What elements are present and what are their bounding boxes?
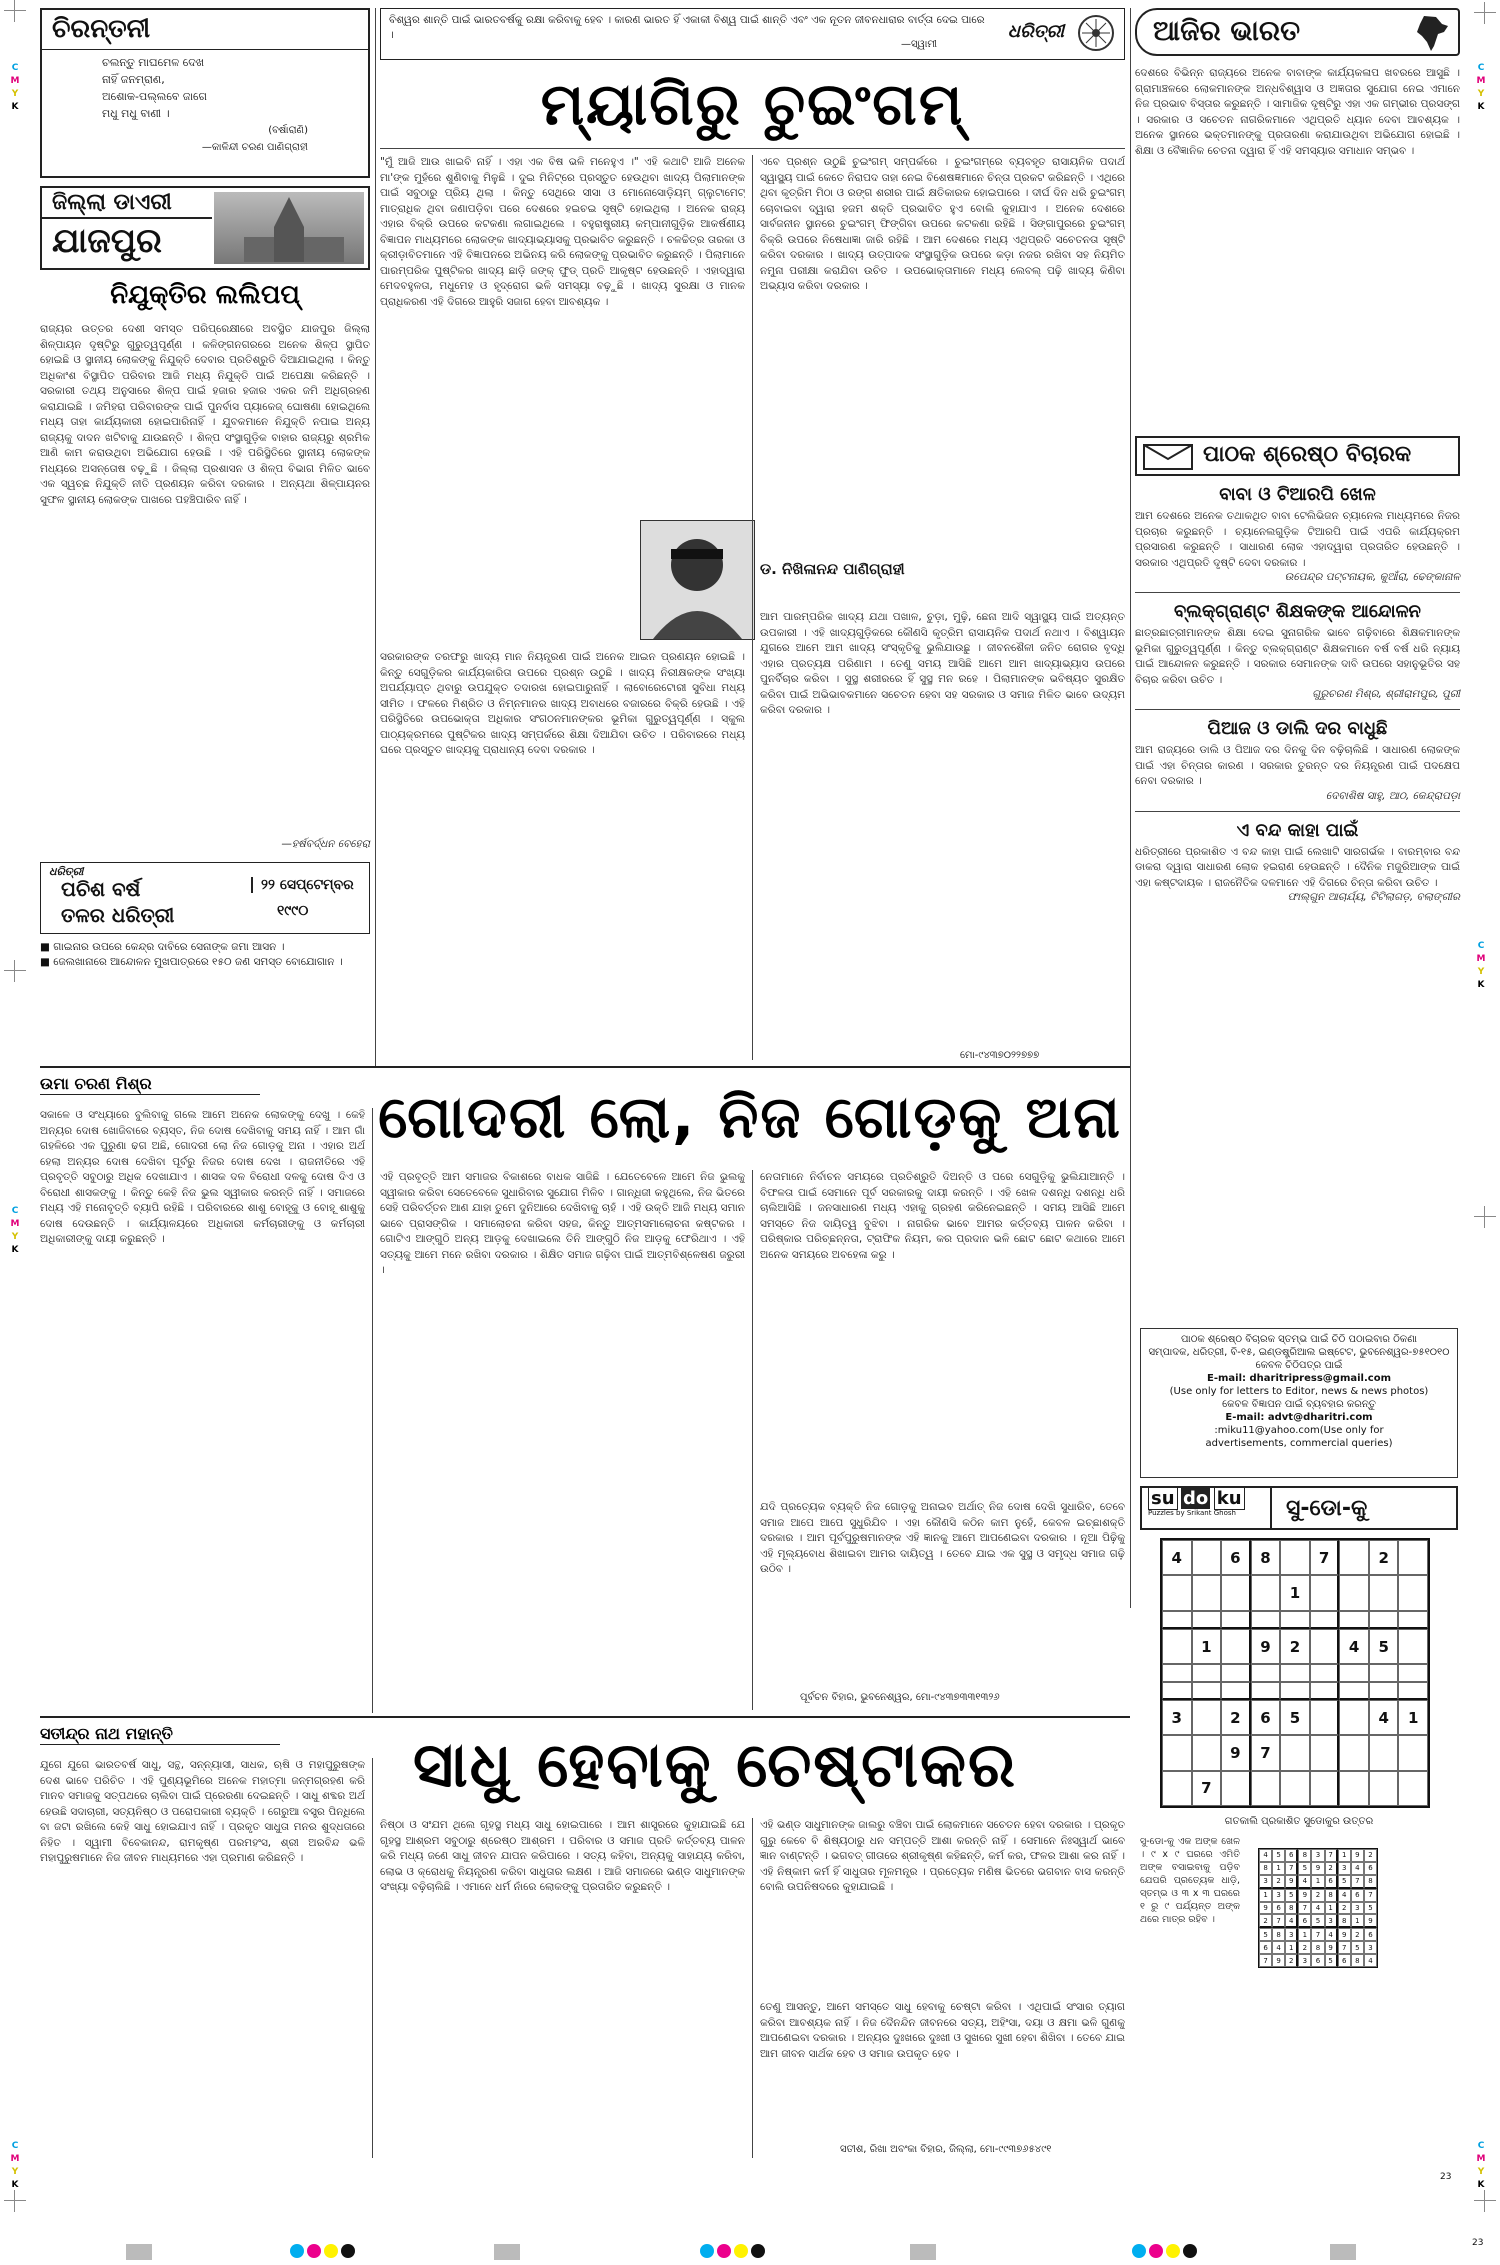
color-dots [290, 2244, 355, 2258]
answer-cell: 4 [1311, 1902, 1324, 1915]
answer-cell: 4 [1338, 1889, 1351, 1902]
sudoku-cell[interactable] [1162, 1629, 1192, 1664]
author-name-1: ଡ. ନିଖିଳାନନ୍ଦ ପାଣିଗ୍ରାହୀ [760, 560, 905, 578]
sudoku-cell[interactable] [1162, 1664, 1192, 1681]
sudoku-cell[interactable] [1192, 1664, 1222, 1681]
sudoku-cell[interactable] [1369, 1771, 1399, 1806]
answer-cell: 2 [1285, 1954, 1298, 1967]
answer-cell: 2 [1272, 1875, 1285, 1889]
letter-body: ଧରିତ୍ରୀରେ ପ୍ରକାଶିତ ଏ ବନ୍ଦ କାହା ପାଇଁ ଲେଖାଟି ସାରଗର୍ଭକ । ବାରମ୍ବାର ବନ୍ଦ ଡାକରା ଦ୍ୱାରା ସାଧାରଣ ଲୋକ ହଇରାଣ ହେଉଛନ୍ତି । ଦୈନିକ ମଜୁରିଆଙ୍କ ପାଇଁ ଏହା କଷ୍ଟଦାୟକ । ରାଜନୈତିକ ଦଳମାନେ ଏହି ଦିଗରେ ଚିନ୍ତା କରିବା ଉଚିତ । [1135, 845, 1460, 889]
column-divider [1130, 8, 1131, 1608]
grey-bar [494, 2244, 520, 2260]
sudoku-cell[interactable]: 9 [1251, 1629, 1281, 1664]
cmyk-mark: C M Y K [1476, 941, 1486, 990]
contact-address: ସମ୍ପାଦକ, ଧରିତ୍ରୀ, ବି-୧୫, ଇଣ୍ଡଷ୍ଟ୍ରିଆଲ ଇଷ୍ଟେଟ, ଭୁବନେଶ୍ୱର-୭୫୧୦୧୦ [1148, 1347, 1450, 1358]
sudoku-cell[interactable] [1369, 1682, 1399, 1700]
answer-cell: 6 [1351, 1889, 1364, 1902]
sudoku-cell[interactable]: 5 [1280, 1700, 1310, 1735]
cmyk-mark: C M Y K [10, 2141, 20, 2190]
jilla-diary-label: ଜିଲ୍ଲା ଡାଏରୀ [42, 188, 212, 219]
sudoku-cell[interactable] [1369, 1575, 1399, 1610]
answer-cell: 2 [1364, 1849, 1377, 1862]
quote-attribution: —ସ୍ୱାମୀ [901, 39, 938, 50]
divider [40, 1716, 1130, 1718]
answer-cell: 5 [1364, 1902, 1377, 1915]
headline-1: ମ୍ୟାଗିରୁ ଚୁଇଂଗମ୍ [540, 70, 965, 138]
sudoku-cell[interactable] [1310, 1700, 1340, 1735]
sudoku-cell[interactable] [1398, 1629, 1428, 1664]
page-number: 23 [1472, 2238, 1484, 2248]
grey-bar [910, 2244, 936, 2260]
chirantani-heading: ଚିରନ୍ତନୀ [42, 10, 368, 50]
bullet-icon: ■ [40, 941, 54, 953]
sudoku-cell[interactable] [1192, 1540, 1222, 1575]
sudoku-cell[interactable] [1162, 1771, 1192, 1806]
sudoku-cell[interactable] [1221, 1611, 1251, 1629]
contact-email-3-note: advertisements, commercial queries) [1205, 1438, 1393, 1449]
sudoku-cell[interactable]: 7 [1310, 1540, 1340, 1575]
answer-cell: 8 [1325, 1889, 1338, 1902]
sudoku-rules: ସୁ-ଡୋ-କୁ ଏକ ଅଙ୍କ ଖେଳ । ୯ x ୯ ଘରରେ ଏମିତି ଅଙ୍କ ବସାଇବାକୁ ପଡ଼ିବ ଯେପରି ପ୍ରତ୍ୟେକ ଧାଡ଼ି, ସ୍ତମ୍ଭ ଓ ୩ x ୩ ଘରରେ ୧ ରୁ ୯ ପର୍ଯ୍ୟନ୍ତ ଅଙ୍କ ଥରେ ମାତ୍ର ରହିବ । [1140, 1836, 1240, 1925]
sudoku-brand [1142, 1488, 1272, 1528]
contact-email-1: E-mail: dharitripress@gmail.com [1207, 1373, 1391, 1384]
article-1-col-4: ଆମ ପାରମ୍ପରିକ ଖାଦ୍ୟ ଯଥା ପଖାଳ, ଚୁଡ଼ା, ମୁଢ଼ି, ଛେନା ଆଦି ସ୍ୱାସ୍ଥ୍ୟ ପାଇଁ ଅତ୍ୟନ୍ତ ଉପକାରୀ । ଏହି ଖାଦ୍ୟଗୁଡ଼ିକରେ କୌଣସି କୃତ୍ରିମ ରାସାୟନିକ ପଦାର୍ଥ ନଥାଏ । ବିଶ୍ୱାୟନ ଯୁଗରେ ଆମେ ଆମ ଖାଦ୍ୟ ସଂସ୍କୃତିକୁ ଭୁଲିଯାଉଛୁ । ଜୀବନଶୈଳୀ ଜନିତ ରୋଗର ବୃଦ୍ଧି ଏହାର ପ୍ରତ୍ୟକ୍ଷ ପରିଣାମ । ତେଣୁ ସମୟ ଆସିଛି ଆମେ ଆମ ଖାଦ୍ୟାଭ୍ୟାସ ଉପରେ ପୁନର୍ବିଚାର କରିବା । ସୁସ୍ଥ ଶରୀରରେ ହିଁ ସୁସ୍ଥ ମନ ରହେ । ପିଲାମାନଙ୍କ ଭବିଷ୍ୟତ ସୁରକ୍ଷିତ କରିବା ପାଇଁ ଅଭିଭାବକମାନେ ସଚେତନ ହେବା ସହ ସରକାର ଓ ସମାଜ ମିଳିତ ଭାବେ ଉଦ୍ୟମ କରିବା ଦରକାର । [760, 611, 1125, 716]
answer-cell: 6 [1272, 1902, 1285, 1915]
answer-cell: 3 [1351, 1902, 1364, 1915]
contact-email-1-note: (Use only for letters to Editor, news & news photos) [1169, 1386, 1429, 1397]
answer-cell: 6 [1364, 1928, 1377, 1941]
letter-author: ଗୁରୁଚରଣ ମିଶ୍ର, ଶ୍ରୀରାମପୁର, ପୁରୀ [1312, 688, 1460, 700]
answer-cell: 2 [1311, 1889, 1324, 1902]
answer-cell: 3 [1364, 1941, 1377, 1954]
sudoku-cell[interactable]: 4 [1162, 1540, 1192, 1575]
sudoku-cell[interactable]: 8 [1251, 1540, 1281, 1575]
sudoku-cell[interactable]: 1 [1280, 1575, 1310, 1610]
answer-cell: 1 [1285, 1941, 1298, 1954]
sudoku-cell[interactable] [1280, 1611, 1310, 1629]
answer-cell: 5 [1311, 1914, 1324, 1928]
answer-cell: 6 [1285, 1849, 1298, 1862]
sudoku-brand-a: su [1148, 1487, 1178, 1510]
sudoku-cell[interactable] [1221, 1682, 1251, 1700]
crosshair-mark [1474, 2, 1496, 24]
district-name: ଯାଜପୁର [52, 221, 162, 261]
contact-box [1140, 1328, 1458, 1478]
answer-cell: 8 [1351, 1954, 1364, 1967]
answer-cell: 5 [1285, 1889, 1298, 1902]
letters-list [1135, 484, 1460, 912]
article-3-col-3: ଏହି ଭଣ୍ଡ ସାଧୁମାନଙ୍କ ଜାଲରୁ ବଞ୍ଚିବା ପାଇଁ ଲୋକମାନେ ସଚେତନ ହେବା ଦରକାର । ପ୍ରକୃତ ଗୁରୁ କେବେ ବି ଶିଷ୍ୟଠାରୁ ଧନ ସମ୍ପତ୍ତି ଆଶା କରନ୍ତି ନାହିଁ । ସେମାନେ ନିଃସ୍ୱାର୍ଥ ଭାବେ ଜ୍ଞାନ ବାଣ୍ଟନ୍ତି । ଭଗବତ୍ ଗୀତାରେ ଶ୍ରୀକୃଷ୍ଣ କହିଛନ୍ତି, କର୍ମ କର, ଫଳର ଆଶା କର ନାହିଁ । ଏହି ନିଷ୍କାମ କର୍ମ ହିଁ ସାଧୁତାର ମୂଳମନ୍ତ୍ର । ପ୍ରତ୍ୟେକ ମଣିଷ ଭିତରେ ଭଗବାନ ବାସ କରନ୍ତି ବୋଲି ଉପନିଷଦରେ କୁହାଯାଇଛି । [760, 1819, 1125, 1893]
answer-cell: 1 [1259, 1889, 1272, 1902]
column-divider [752, 1170, 753, 1710]
sudoku-cell[interactable] [1398, 1682, 1428, 1700]
ajira-bharat-header [1135, 8, 1460, 56]
answer-cell: 4 [1285, 1914, 1298, 1928]
sudoku-header [1140, 1486, 1458, 1530]
sudoku-cell[interactable] [1398, 1771, 1428, 1806]
answer-cell: 3 [1338, 1862, 1351, 1875]
crosshair-mark [4, 0, 26, 22]
letter-item [1135, 718, 1460, 803]
answer-cell: 9 [1259, 1902, 1272, 1915]
flashback-items [40, 940, 370, 970]
sudoku-grid[interactable] [1160, 1538, 1430, 1808]
flashback-date-day: ୨୨ ସେପ୍ଟେମ୍ବର [251, 877, 354, 893]
answer-cell: 2 [1259, 1914, 1272, 1928]
sudoku-cell[interactable] [1280, 1682, 1310, 1700]
answer-cell: 7 [1285, 1862, 1298, 1875]
sudoku-cell[interactable] [1369, 1664, 1399, 1681]
letter-body: ଛାତ୍ରଛାତ୍ରୀମାନଙ୍କ ଶିକ୍ଷା ଦେଇ ସୁନାଗରିକ ଭାବେ ଗଢ଼ିବାରେ ଶିକ୍ଷକମାନଙ୍କ ଭୂମିକା ଗୁରୁତ୍ୱପୂର୍ଣ୍ଣ । କିନ୍ତୁ ବ୍ଲକ୍‌ଗ୍ରାଣ୍ଟ ଶିକ୍ଷକମାନେ ବର୍ଷ ବର୍ଷ ଧରି ନ୍ୟାୟ ପାଇଁ ଆନ୍ଦୋଳନ କରୁଛନ୍ତି । ସରକାର ସେମାନଙ୍କ ଦାବି ଉପରେ ସହାନୁଭୂତିର ସହ ବିଚାର କରିବା ଉଚିତ । [1135, 627, 1460, 686]
sudoku-cell[interactable] [1221, 1664, 1251, 1681]
answer-cell: 9 [1272, 1954, 1285, 1967]
sudoku-cell[interactable] [1339, 1664, 1369, 1681]
article-2-col-3: ନେତାମାନେ ନିର୍ବାଚନ ସମୟରେ ପ୍ରତିଶ୍ରୁତି ଦିଅନ୍ତି ଓ ପରେ ସେଗୁଡ଼ିକୁ ଭୁଲିଯାଆନ୍ତି । ବିଫଳତା ପାଇଁ ସେମାନେ ପୂର୍ବ ସରକାରକୁ ଦାୟୀ କରନ୍ତି । ଏହି ଖେଳ ଦଶନ୍ଧି ଦଶନ୍ଧି ଧରି ଚାଲିଆସିଛି । ଜନସାଧାରଣ ମଧ୍ୟ ଏହାକୁ ଗ୍ରହଣ କରିନେଇଛନ୍ତି । ସମୟ ଆସିଛି ଆମେ ସମସ୍ତେ ନିଜ ଦାୟିତ୍ୱ ବୁଝିବା । ନାଗରିକ ଭାବେ ଆମର କର୍ତ୍ତବ୍ୟ ପାଳନ କରିବା । ପରିଷ୍କାର ପରିଚ୍ଛନ୍ନତା, ଟ୍ରାଫିକ ନିୟମ, କର ପ୍ରଦାନ ଭଳି ଛୋଟ ଛୋଟ କଥାରେ ଆମେ ଅନେକ ସମୟରେ ଅବହେଳା କରୁ । [760, 1171, 1125, 1261]
cmyk-mark: C M Y K [1476, 63, 1486, 112]
sudoku-cell[interactable]: 2 [1280, 1629, 1310, 1664]
sudoku-answer-grid [1258, 1848, 1378, 1968]
sudoku-cell[interactable]: 7 [1251, 1735, 1281, 1770]
sudoku-cell[interactable]: 9 [1221, 1735, 1251, 1770]
sudoku-cell[interactable] [1280, 1771, 1310, 1806]
answer-cell: 6 [1325, 1875, 1338, 1889]
answer-cell: 8 [1272, 1928, 1285, 1941]
sudoku-cell[interactable]: 3 [1162, 1700, 1192, 1735]
color-dots [1132, 2244, 1197, 2258]
jilla-diary-article-title: ନିଯୁକ୍ତିର ଲଲିପପ୍ [110, 280, 300, 310]
sudoku-cell[interactable]: 2 [1221, 1700, 1251, 1735]
india-map-icon [1414, 14, 1450, 55]
sudoku-brand-b: do [1183, 1488, 1209, 1509]
answer-cell: 2 [1298, 1941, 1311, 1954]
sudoku-cell[interactable] [1162, 1682, 1192, 1700]
answer-cell: 1 [1298, 1928, 1311, 1941]
answer-cell: 2 [1338, 1902, 1351, 1915]
quote-box [380, 8, 1125, 60]
letter-item [1135, 820, 1460, 905]
sudoku-cell[interactable] [1251, 1771, 1281, 1806]
sudoku-cell[interactable]: 1 [1398, 1700, 1428, 1735]
answer-cell: 1 [1272, 1862, 1285, 1875]
cmyk-mark: C M Y K [10, 1206, 20, 1255]
answer-cell: 8 [1311, 1941, 1324, 1954]
sudoku-brand-c: ku [1214, 1487, 1245, 1510]
jilla-diary-banner [40, 186, 370, 270]
column-divider [372, 1108, 373, 1713]
letter-item [1135, 484, 1460, 584]
answer-cell: 6 [1364, 1862, 1377, 1875]
answer-cell: 3 [1311, 1849, 1324, 1862]
answer-cell: 3 [1259, 1875, 1272, 1889]
crosshair-mark [4, 960, 26, 982]
sudoku-cell[interactable] [1280, 1735, 1310, 1770]
sudoku-cell[interactable] [1339, 1611, 1369, 1629]
answer-cell: 6 [1298, 1914, 1311, 1928]
sudoku-cell[interactable] [1192, 1682, 1222, 1700]
article-2-col-4: ଯଦି ପ୍ରତ୍ୟେକ ବ୍ୟକ୍ତି ନିଜ ଗୋଡ଼କୁ ଅନାଇବ ଅର୍ଥାତ୍ ନିଜ ଦୋଷ ଦେଖି ସୁଧାରିବ, ତେବେ ସମାଜ ଆପେ ଆପେ ସୁଧୁରିଯିବ । ଏହା କୌଣସି କଠିନ କାମ ନୁହେଁ, କେବଳ ଇଚ୍ଛାଶକ୍ତି ଦରକାର । ଆମ ପୂର୍ବପୁରୁଷମାନଙ୍କ ଏହି ଜ୍ଞାନକୁ ଆମେ ଆପଣେଇବା ଦରକାର । ନୂଆ ପିଢ଼ିକୁ ଏହି ମୂଲ୍ୟବୋଧ ଶିଖାଇବା ଆମର ଦାୟିତ୍ୱ । ତେବେ ଯାଇ ଏକ ସୁସ୍ଥ ଓ ସମୃଦ୍ଧ ସମାଜ ଗଢ଼ି ଉଠିବ । [760, 1501, 1125, 1575]
flashback-item: ■ ଗାଇନାର ଉପରେ କେନ୍ଦ୍ର ଦାବିରେ ସେନାଙ୍କ ଜମା ଆସନ । [40, 941, 285, 953]
cmyk-mark: C M Y K [1476, 2141, 1486, 2190]
answer-cell: 4 [1259, 1849, 1272, 1862]
sudoku-cell[interactable] [1310, 1664, 1340, 1681]
sudoku-cell[interactable] [1398, 1611, 1428, 1629]
sudoku-cell[interactable] [1310, 1611, 1340, 1629]
poem-line: ଚଲନ୍ତୁ ମାଘମେଳ ଦେଖ [102, 56, 205, 69]
headline-2: ଗୋଦରୀ ଲୋ, ନିଜ ଗୋଡ଼କୁ ଅନା [378, 1083, 1122, 1151]
sudoku-cell[interactable] [1221, 1771, 1251, 1806]
answer-cell: 4 [1272, 1941, 1285, 1954]
answer-cell: 9 [1325, 1941, 1338, 1954]
sudoku-cell[interactable] [1398, 1735, 1428, 1770]
answer-cell: 7 [1298, 1902, 1311, 1915]
divider [1135, 709, 1460, 710]
answer-cell: 7 [1338, 1941, 1351, 1954]
divider [380, 148, 1125, 149]
answer-cell: 8 [1364, 1875, 1377, 1889]
sudoku-cell[interactable] [1398, 1575, 1428, 1610]
answer-cell: 5 [1259, 1928, 1272, 1941]
chirantani-poem [42, 50, 368, 160]
sudoku-cell[interactable] [1339, 1700, 1369, 1735]
poem-line: ନାହିଁ ଜନମ୍ରାଣ, [102, 73, 165, 86]
letters-banner [1135, 436, 1460, 476]
divider [40, 1066, 1130, 1068]
answer-cell: 3 [1298, 1954, 1311, 1967]
contact-email-2: E-mail: advt@dharitri.com [1225, 1412, 1373, 1423]
sudoku-cell[interactable] [1310, 1771, 1340, 1806]
flashback-date-year: ୧୯୯୦ [277, 903, 309, 919]
answer-cell: 6 [1311, 1954, 1324, 1967]
sudoku-cell[interactable] [1192, 1575, 1222, 1610]
ajira-bharat-body: ଦେଶରେ ବିଭିନ୍ନ ରାଜ୍ୟରେ ଅନେକ ବାବାଙ୍କ କାର୍ଯ୍ୟକଳାପ ଖବରରେ ଆସୁଛି । ଗ୍ରାମାଞ୍ଚଳରେ ଲୋକମାନଙ୍କ ଅନ୍ଧବିଶ୍ୱାସ ଓ ଅଜ୍ଞତାର ସୁଯୋଗ ନେଇ ଏମାନେ ନିଜ ପ୍ରଭାବ ବିସ୍ତାର କରୁଛନ୍ତି । ସାମାଜିକ ଦୃଷ୍ଟିରୁ ଏହା ଏକ ଗମ୍ଭୀର ପ୍ରସଙ୍ଗ । ସରକାର ଓ ସଚେତନ ନାଗରିକମାନେ ଏଥିପ୍ରତି ଧ୍ୟାନ ଦେବା ଆବଶ୍ୟକ । ଅନେକ ସ୍ଥାନରେ ଭକ୍ତମାନଙ୍କୁ ପ୍ରତାରଣା କରାଯାଉଥିବା ଅଭିଯୋଗ ହୋଇଛି । ଶିକ୍ଷା ଓ ବୈଜ୍ଞାନିକ ଚେତନା ଦ୍ୱାରା ହିଁ ଏହି ସମସ୍ୟାର ସମାଧାନ ସମ୍ଭବ । [1135, 67, 1460, 157]
bullet-icon: ■ [40, 956, 54, 968]
answer-cell: 3 [1272, 1889, 1285, 1902]
sudoku-cell[interactable]: 6 [1221, 1540, 1251, 1575]
sudoku-cell[interactable] [1310, 1629, 1340, 1664]
sudoku-cell[interactable]: 7 [1192, 1771, 1222, 1806]
contact-email-3: :miku11@yahoo.com(Use only for [1214, 1425, 1384, 1436]
answer-cell: 6 [1338, 1954, 1351, 1967]
answer-cell: 2 [1351, 1928, 1364, 1941]
sudoku-cell[interactable] [1398, 1540, 1428, 1575]
sudoku-cell[interactable]: 6 [1251, 1700, 1281, 1735]
sudoku-cell[interactable] [1251, 1575, 1281, 1610]
answer-cell: 7 [1325, 1849, 1338, 1862]
answer-cell: 3 [1285, 1928, 1298, 1941]
crosshair-mark [1474, 1206, 1496, 1228]
article-3-col-2: ନିଷ୍ଠା ଓ ସଂଯମ ଥିଲେ ଗୃହସ୍ଥ ମଧ୍ୟ ସାଧୁ ହୋଇପାରେ । ଆମ ଶାସ୍ତ୍ରରେ କୁହାଯାଇଛି ଯେ ଗୃହସ୍ଥ ଆଶ୍ରମ ସବୁଠାରୁ ଶ୍ରେଷ୍ଠ ଆଶ୍ରମ । ପରିବାର ଓ ସମାଜ ପ୍ରତି କର୍ତ୍ତବ୍ୟ ପାଳନ କରି ମଧ୍ୟ ଜଣେ ସାଧୁ ଜୀବନ ଯାପନ କରିପାରେ । ସତ୍ୟ କହିବା, ଅନ୍ୟକୁ ସାହାଯ୍ୟ କରିବା, ଲୋଭ ଓ କ୍ରୋଧକୁ ନିୟନ୍ତ୍ରଣ କରିବା ସାଧୁତାର ଲକ୍ଷଣ । ଆଜି ସମାଜରେ ଭଣ୍ଡ ସାଧୁମାନଙ୍କ ସଂଖ୍ୟା ବଢ଼ିଚାଲିଛି । ଏମାନେ ଧର୍ମ ନାଁରେ ଲୋକଙ୍କୁ ପ୍ରତାରିତ କରୁଛନ୍ତି । [380, 1819, 745, 1893]
flashback-line1: ପଚିଶ ବର୍ଷ [61, 877, 141, 901]
sudoku-cell[interactable] [1339, 1682, 1369, 1700]
answer-cell: 4 [1298, 1875, 1311, 1889]
answer-cell: 2 [1325, 1862, 1338, 1875]
article-3-col-4: ତେଣୁ ଆସନ୍ତୁ, ଆମେ ସମସ୍ତେ ସାଧୁ ହେବାକୁ ଚେଷ୍ଟା କରିବା । ଏଥିପାଇଁ ସଂସାର ତ୍ୟାଗ କରିବା ଆବଶ୍ୟକ ନାହିଁ । ନିଜ ଦୈନନ୍ଦିନ ଜୀବନରେ ସତ୍ୟ, ଅହିଂସା, ଦୟା ଓ କ୍ଷମା ଭଳି ଗୁଣକୁ ଆପଣେଇବା ଦରକାର । ଅନ୍ୟର ଦୁଃଖରେ ଦୁଃଖୀ ଓ ସୁଖରେ ସୁଖୀ ହେବା ଶିଖିବା । ତେବେ ଯାଇ ଆମ ଜୀବନ ସାର୍ଥକ ହେବ ଓ ସମାଜ ଉପକୃତ ହେବ । [760, 2001, 1125, 2060]
cmyk-mark: C M Y K [10, 63, 20, 112]
sudoku-cell[interactable] [1339, 1575, 1369, 1610]
article-1-contact: ମୋ-୯୪୩୭୦୨୨୭୭୭ [960, 1050, 1040, 1061]
sudoku-cell[interactable]: 4 [1339, 1629, 1369, 1664]
sudoku-cell[interactable] [1251, 1664, 1281, 1681]
poem-author: —କାଳିନ୍ଦୀ ଚରଣ ପାଣିଗ୍ରାହୀ [201, 142, 308, 153]
answer-cell: 1 [1325, 1902, 1338, 1915]
answer-cell: 9 [1285, 1875, 1298, 1889]
contact-intro: ପାଠକ ଶ୍ରେଷ୍ଠ ବିଚାରକ ସ୍ତମ୍ଭ ପାଇଁ ଚିଠି ପଠାଇବାର ଠିକଣା [1180, 1334, 1418, 1345]
sudoku-cell[interactable] [1369, 1611, 1399, 1629]
article-2-contact: ପୂର୍ବଚନ ବିହାର, ଭୁବନେଶ୍ୱର, ମୋ-୯୪୩୭୩୩୧୩୨୬ [800, 1692, 1000, 1703]
answer-cell: 5 [1325, 1954, 1338, 1967]
sudoku-cell[interactable] [1221, 1575, 1251, 1610]
letter-body: ଆମ ରାଜ୍ୟରେ ଡାଲି ଓ ପିଆଜ ଦର ଦିନକୁ ଦିନ ବଢ଼ିଚାଲିଛି । ସାଧାରଣ ଲୋକଙ୍କ ପାଇଁ ଏହା ଚିନ୍ତାର କାରଣ । ସରକାର ତୁରନ୍ତ ଦର ନିୟନ୍ତ୍ରଣ ପାଇଁ ପଦକ୍ଷେପ ନେବା ଦରକାର । [1135, 744, 1460, 787]
sudoku-cell[interactable] [1369, 1735, 1399, 1770]
letter-author: ଫାଲ୍‌ଗୁନ ଆଚାର୍ଯ୍ୟ, ଟିଟିଲାଗଡ଼, ବଲାଙ୍ଗୀର [1287, 891, 1460, 903]
contact-email-note: କେବଳ ଚିଠିପତ୍ର ପାଇଁ [1255, 1360, 1343, 1371]
letter-title: ଏ ବନ୍ଦ କାହା ପାଇଁ [1236, 819, 1359, 841]
column-divider [375, 8, 376, 1068]
answer-cell: 9 [1364, 1914, 1377, 1928]
chakra-icon [1078, 15, 1114, 51]
answer-cell: 4 [1364, 1954, 1377, 1967]
sudoku-subtitle: Puzzles by Srikant Ghosh [1148, 1509, 1236, 1517]
sudoku-cell[interactable] [1280, 1540, 1310, 1575]
answer-cell: 8 [1285, 1902, 1298, 1915]
answer-cell: 8 [1298, 1849, 1311, 1862]
poem-source: (ବର୍ଷାରାଣି) [268, 125, 308, 136]
flashback-logo: ଧରିତ୍ରୀ [49, 865, 84, 878]
headline-3: ସାଧୁ ହେବାକୁ ଚେଷ୍ଟାକର [413, 1728, 1017, 1801]
sudoku-cell[interactable]: 2 [1369, 1540, 1399, 1575]
answer-cell: 5 [1272, 1849, 1285, 1862]
column-divider [752, 1818, 753, 2158]
divider [1135, 592, 1460, 593]
sudoku-cell[interactable] [1192, 1700, 1222, 1735]
color-dots [700, 2244, 765, 2258]
sudoku-cell[interactable] [1251, 1611, 1281, 1629]
sudoku-cell[interactable] [1162, 1611, 1192, 1629]
sudoku-cell[interactable] [1251, 1682, 1281, 1700]
answer-cell: 4 [1325, 1928, 1338, 1941]
grey-bar [1330, 2244, 1356, 2260]
letter-item [1135, 601, 1460, 701]
letter-body: ଆମ ଦେଶରେ ଅନେକ ତଥାକଥିତ ବାବା ଟେଲିଭିଜନ ଚ୍ୟାନେଲ ମାଧ୍ୟମରେ ନିଜର ପ୍ରଚାର କରୁଛନ୍ତି । ଚ୍ୟାନେଲଗୁଡ଼ିକ ଟିଆରପି ପାଇଁ ଏପରି କାର୍ଯ୍ୟକ୍ରମ ପ୍ରସାରଣ କରୁଛନ୍ତି । ସାଧାରଣ ଲୋକ ଏହାଦ୍ୱାରା ପ୍ରତାରିତ ହେଉଛନ୍ତି । ସରକାର ଏଥିପ୍ରତି ଦୃଷ୍ଟି ଦେବା ଦରକାର । [1135, 510, 1460, 569]
sudoku-cell[interactable] [1280, 1664, 1310, 1681]
flashback-line2: ତଳର ଧରିତ୍ରୀ [61, 903, 175, 927]
article-2-col-2: ଏହି ପ୍ରବୃତ୍ତି ଆମ ସମାଜର ବିକାଶରେ ବାଧକ ସାଜିଛି । ଯେତେବେଳେ ଆମେ ନିଜ ଭୁଲକୁ ସ୍ୱୀକାର କରିବା ସେତେବେଳେ ସୁଧାରିବାର ସୁଯୋଗ ମିଳିବ । ଗାନ୍ଧିଜୀ କହୁଥିଲେ, ନିଜ ଭିତରେ ସେହି ପରିବର୍ତ୍ତନ ଆଣ ଯାହା ତୁମେ ଦୁନିଆରେ ଦେଖିବାକୁ ଚାହଁ । ଏହି ଉକ୍ତି ଆଜି ମଧ୍ୟ ସମାନ ଭାବେ ପ୍ରାସଙ୍ଗିକ । ସମାଲୋଚନା କରିବା ସହଜ, କିନ୍ତୁ ଆତ୍ମସମାଲୋଚନା କଷ୍ଟକର । ଗୋଟିଏ ଆଙ୍ଗୁଠି ଅନ୍ୟ ଆଡ଼କୁ ଦେଖାଇଲେ ତିନି ଆଙ୍ଗୁଠି ନିଜ ଆଡ଼କୁ ଫେରିଥାଏ । ଏହି ସତ୍ୟକୁ ଆମେ ମନେ ରଖିବା ଦରକାର । ଶିକ୍ଷିତ ସମାଜ ଗଢ଼ିବା ପାଇଁ ଆତ୍ମବିଶ୍ଳେଷଣ ଜରୁରୀ । [380, 1171, 745, 1276]
answer-cell: 8 [1259, 1862, 1272, 1875]
contact-ad-note: କେବଳ ବିଜ୍ଞାପନ ପାଇଁ ବ୍ୟବହାର କରନ୍ତୁ [1222, 1399, 1376, 1410]
letters-banner-title: ପାଠକ ଶ୍ରେଷ୍ଠ ବିଚାରକ [1203, 442, 1412, 467]
divider [1135, 811, 1460, 812]
author-name-2: ଉମା ଚରଣ ମିଶ୍ର [40, 1074, 260, 1095]
letter-title: ବାବା ଓ ଟିଆରପି ଖେଳ [1219, 484, 1376, 505]
answer-cell: 3 [1325, 1914, 1338, 1928]
letter-title: ବ୍ଲକ୍‌ଗ୍ରାଣ୍ଟ ଶିକ୍ଷକଙ୍କ ଆନ୍ଦୋଳନ [1174, 601, 1421, 622]
page-number: 23 [1440, 2172, 1452, 2182]
article-1-col-2: ଏବେ ପ୍ରଶ୍ନ ଉଠୁଛି ଚୁଇଂଗମ୍ ସମ୍ପର୍କରେ । ଚୁଇଂଗମ୍‌ରେ ବ୍ୟବହୃତ ରାସାୟନିକ ପଦାର୍ଥ ସ୍ୱାସ୍ଥ୍ୟ ପାଇଁ କେତେ ନିରାପଦ ତାହା ନେଇ ବିଶେଷଜ୍ଞମାନେ ଚିନ୍ତା ପ୍ରକଟ କରିଛନ୍ତି । ଏଥିରେ ଥିବା କୃତ୍ରିମ ମିଠା ଓ ରଙ୍ଗ ଶରୀର ପାଇଁ କ୍ଷତିକାରକ ହୋଇପାରେ । ଦୀର୍ଘ ଦିନ ଧରି ଚୁଇଂଗମ୍ ଚୋବାଇବା ଦ୍ୱାରା ହଜମ ଶକ୍ତି ପ୍ରଭାବିତ ହୁଏ ବୋଲି କୁହାଯାଏ । ଅନେକ ଦେଶରେ ସାର୍ବଜନୀନ ସ୍ଥାନରେ ଚୁଇଂଗମ୍ ଫିଙ୍ଗିବା ଉପରେ କଟକଣା ରହିଛି । ସିଙ୍ଗାପୁରରେ ଚୁଇଂଗମ୍ ବିକ୍ରି ଉପରେ ନିଷେଧାଜ୍ଞା ଜାରି ରହିଛି । ଆମ ଦେଶରେ ମଧ୍ୟ ଏଥିପ୍ରତି ସଚେତନତା ସୃଷ୍ଟି କରିବା ଦରକାର । ଖାଦ୍ୟ ଉତ୍ପାଦକ ସଂସ୍ଥାଗୁଡ଼ିକ ଉପରେ କଡ଼ା ନଜର ରଖିବା ସହ ନିୟମିତ ନମୁନା ପରୀକ୍ଷା କରାଯିବା ଉଚିତ । ଉପଭୋକ୍ତାମାନେ ମଧ୍ୟ ଲେବଲ୍ ପଢ଼ି ଖାଦ୍ୟ କିଣିବା ଅଭ୍ୟାସ କରିବା ଦରକାର । [760, 156, 1125, 292]
quote-text: ବିଶ୍ୱର ଶାନ୍ତି ପାଇଁ ଭାରତବର୍ଷକୁ ରକ୍ଷା କରିବାକୁ ହେବ । କାରଣ ଭାରତ ହିଁ ଏକାକୀ ବିଶ୍ୱ ପାଇଁ ଶାନ୍ତି ଏବଂ ଏକ ନୂତନ ଜୀବନଧାରାର ବାର୍ତ୍ତା ଦେଇ ପାରେ । [389, 14, 985, 41]
answer-cell: 8 [1338, 1914, 1351, 1928]
sudoku-cell[interactable] [1339, 1540, 1369, 1575]
answer-cell: 1 [1338, 1849, 1351, 1862]
answer-cell: 1 [1351, 1914, 1364, 1928]
answer-cell: 7 [1351, 1875, 1364, 1889]
answer-cell: 4 [1351, 1862, 1364, 1875]
article-2-col-1: ସକାଳେ ଓ ସଂଧ୍ୟାରେ ବୁଲିବାକୁ ଗଲେ ଆମେ ଅନେକ ଲୋକଙ୍କୁ ଦେଖୁ । କେହି ଅନ୍ୟର ଦୋଷ ଖୋଜିବାରେ ବ୍ୟସ୍ତ, ନିଜ ଦୋଷ ଦେଖିବାକୁ ସମୟ ନାହିଁ । ଆମ ଗାଁ ଗହଳିରେ ଏକ ପୁରୁଣା ଢଗ ଅଛି, ଗୋଦରୀ ଲୋ ନିଜ ଗୋଡ଼କୁ ଅନା । ଏହାର ଅର୍ଥ ହେଲା ଅନ୍ୟର ଦୋଷ ଦେଖିବା ପୂର୍ବରୁ ନିଜର ଦୋଷ ଦେଖ । ରାଜନୀତିରେ ଏହି ପ୍ରବୃତ୍ତି ସବୁଠାରୁ ଅଧିକ ଦେଖାଯାଏ । ଶାସକ ଦଳ ବିରୋଧୀ ଦଳକୁ ଦୋଷ ଦିଏ ଓ ବିରୋଧୀ ଶାସକଙ୍କୁ । କିନ୍ତୁ କେହି ନିଜ ଭୁଲ ସ୍ୱୀକାର କରନ୍ତି ନାହିଁ । ସମାଜରେ ମଧ୍ୟ ଏହି ମନୋବୃତ୍ତି ବ୍ୟାପି ରହିଛି । ପରିବାରରେ ଶାଶୁ ବୋହୂକୁ ଓ ବୋହୂ ଶାଶୁକୁ ଦୋଷ ଦେଉଛନ୍ତି । କାର୍ଯ୍ୟାଳୟରେ ଅଧିକାରୀ କର୍ମଚାରୀଙ୍କୁ ଓ କର୍ମଚାରୀ ଅଧିକାରୀଙ୍କୁ ଦାୟୀ କରୁଛନ୍ତି । [40, 1109, 365, 1245]
sudoku-cell[interactable] [1221, 1629, 1251, 1664]
answer-cell: 5 [1338, 1875, 1351, 1889]
temple-photo [214, 192, 364, 264]
sudoku-cell[interactable]: 1 [1192, 1629, 1222, 1664]
answer-cell: 6 [1259, 1941, 1272, 1954]
author-name-3: ସତୀନ୍ଦ୍ର ନାଥ ମହାନ୍ତି [40, 1724, 280, 1745]
crosshair-mark [4, 2190, 26, 2212]
answer-cell: 9 [1338, 1928, 1351, 1941]
sudoku-cell[interactable] [1339, 1735, 1369, 1770]
poem-line: ଅଶୋକ-ପଲ୍ଲବେ ଜାଗେ [102, 90, 207, 103]
sudoku-cell[interactable]: 5 [1369, 1629, 1399, 1664]
sudoku-cell[interactable] [1192, 1611, 1222, 1629]
chirantani-box [40, 8, 370, 178]
sudoku-odia-title: ସୁ-ଡୋ-କୁ [1286, 1495, 1368, 1521]
sudoku-cell[interactable] [1339, 1771, 1369, 1806]
letter-author: ଦେବାଶିଷ ସାହୁ, ଆଠ, କେନ୍ଦ୍ରାପଡ଼ା [1325, 789, 1460, 802]
sudoku-cell[interactable] [1192, 1735, 1222, 1770]
paper-logo: ଧରିତ୍ରୀ [1007, 21, 1064, 42]
answer-cell: 5 [1298, 1862, 1311, 1875]
sudoku-cell[interactable] [1162, 1735, 1192, 1770]
sudoku-cell[interactable] [1310, 1735, 1340, 1770]
answer-cell: 7 [1272, 1914, 1285, 1928]
sudoku-cell[interactable] [1310, 1575, 1340, 1610]
article-3-contact: ସତୀଶ, ରିଖା ଅବଂକା ବିହାର, ଜିଲ୍ଲା, ମୋ-୯୯୩୭୬୫୪୯୧ [840, 2144, 1052, 2155]
answer-cell: 7 [1364, 1889, 1377, 1902]
jilla-diary-author: —ହର୍ଷବର୍ଦ୍ଧନ ବେହେରା [281, 838, 370, 850]
flashback-item: ■ ଜେଲଖାନାରେ ଆନ୍ଦୋଳନ ମୁଖପାତ୍ରରେ ୧୫୦ ଜଣ ସମସ୍ତ ବୋଯୋଗାନ । [40, 956, 343, 968]
letter-title: ପିଆଜ ଓ ଡାଲି ଦର ବାଧୁଛି [1207, 718, 1388, 739]
sudoku-answer-note: ଗତକାଲି ପ୍ରକାଶିତ ସୁଡୋକୁର ଉତ୍ତର [1224, 1816, 1374, 1827]
column-divider [372, 1758, 373, 2158]
article-1-col-3: ସରକାରଙ୍କ ତରଫରୁ ଖାଦ୍ୟ ମାନ ନିୟନ୍ତ୍ରଣ ପାଇଁ ଅନେକ ଆଇନ ପ୍ରଣୟନ ହୋଇଛି । କିନ୍ତୁ ସେଗୁଡ଼ିକର କାର୍ଯ୍ୟକାରିତା ଉପରେ ପ୍ରଶ୍ନ ଉଠୁଛି । ଖାଦ୍ୟ ନିରୀକ୍ଷକଙ୍କ ସଂଖ୍ୟା ଅପର୍ଯ୍ୟାପ୍ତ ଥିବାରୁ ଉପଯୁକ୍ତ ତଦାରଖ ହୋଇପାରୁନାହିଁ । ଲାବୋରେଟୋରୀ ସୁବିଧା ମଧ୍ୟ ସୀମିତ । ଫଳରେ ମିଶ୍ରିତ ଓ ନିମ୍ନମାନର ଖାଦ୍ୟ ଅବାଧରେ ବଜାରରେ ବିକ୍ରି ହେଉଛି । ଏହି ପରିସ୍ଥିତିରେ ଉପଭୋକ୍ତା ଅଧିକାର ସଂଗଠନମାନଙ୍କର ଭୂମିକା ଗୁରୁତ୍ୱପୂର୍ଣ୍ଣ । ସ୍କୁଲ ପାଠ୍ୟକ୍ରମରେ ପୁଷ୍ଟିକର ଖାଦ୍ୟ ସମ୍ପର୍କରେ ଶିକ୍ଷା ଦିଆଯିବା ଉଚିତ । ପରିବାରରେ ମଧ୍ୟ ଘରେ ପ୍ରସ୍ତୁତ ଖାଦ୍ୟକୁ ପ୍ରାଧାନ୍ୟ ଦେବା ଦରକାର । [380, 651, 745, 756]
flashback-box [40, 862, 370, 934]
answer-cell: 9 [1298, 1889, 1311, 1902]
grey-bar [126, 2244, 152, 2260]
envelope-icon [1143, 444, 1193, 473]
article-3-col-1: ଯୁଗେ ଯୁଗେ ଭାରତବର୍ଷ ସାଧୁ, ସନ୍ଥ, ସନ୍ନ୍ୟାସୀ, ସାଧକ, ଋଷି ଓ ମହାପୁରୁଷଙ୍କ ଦେଶ ଭାବେ ପରିଚିତ । ଏହି ପୁଣ୍ୟଭୂମିରେ ଅନେକ ମହାତ୍ମା ଜନ୍ମଗ୍ରହଣ କରି ମାନବ ସମାଜକୁ ସତ୍‌ପଥରେ ଚାଲିବା ପାଇଁ ପ୍ରେରଣା ଦେଇଛନ୍ତି । ସାଧୁ ଶବ୍ଦର ଅର୍ଥ ହେଉଛି ସଦାଚାରୀ, ସତ୍ୟନିଷ୍ଠ ଓ ପରୋପକାରୀ ବ୍ୟକ୍ତି । ଗେରୁଆ ବସ୍ତ୍ର ପିନ୍ଧିଲେ ବା ଜଟା ରଖିଲେ କେହି ସାଧୁ ହୋଇଯାଏ ନାହିଁ । ପ୍ରକୃତ ସାଧୁତା ମନର ଶୁଦ୍ଧତାରେ ନିହିତ । ସ୍ୱାମୀ ବିବେକାନନ୍ଦ, ରାମକୃଷ୍ଣ ପରମହଂସ, ଶ୍ରୀ ଅରବିନ୍ଦ ଭଳି ମହାପୁରୁଷମାନେ ନିଜ ଜୀବନ ମାଧ୍ୟମରେ ଏହା ପ୍ରମାଣ କରିଛନ୍ତି । [40, 1759, 365, 1864]
answer-cell: 7 [1259, 1954, 1272, 1967]
answer-cell: 9 [1351, 1849, 1364, 1862]
poem-line: ମଧୁ ମଧୁ ବାଣୀ । [102, 107, 170, 120]
sudoku-cell[interactable] [1398, 1664, 1428, 1681]
sudoku-cell[interactable] [1162, 1575, 1192, 1610]
crosshair-mark [1474, 2190, 1496, 2212]
answer-cell: 7 [1311, 1928, 1324, 1941]
answer-cell: 9 [1311, 1862, 1324, 1875]
sudoku-cell[interactable]: 4 [1369, 1700, 1399, 1735]
column-divider [752, 155, 753, 1060]
author-photo-box [640, 520, 755, 640]
answer-cell: 5 [1351, 1941, 1364, 1954]
jilla-diary-body: ରାଜ୍ୟର ଉତ୍ତର ଦେଶୀ ସମସ୍ତ ପରିପ୍ରେକ୍ଷୀରେ ଅବସ୍ଥିତ ଯାଜପୁର ଜିଲ୍ଲା ଶିଳ୍ପାୟନ ଦୃଷ୍ଟିରୁ ଗୁରୁତ୍ୱପୂର୍ଣ୍ଣ । କଳିଙ୍ଗନଗରରେ ଅନେକ ଶିଳ୍ପ ସ୍ଥାପିତ ହୋଇଛି ଓ ସ୍ଥାନୀୟ ଲୋକଙ୍କୁ ନିଯୁକ୍ତି ଦେବାର ପ୍ରତିଶ୍ରୁତି ଦିଆଯାଇଥିଲା । କିନ୍ତୁ ଅଧିକାଂଶ ବିସ୍ଥାପିତ ପରିବାର ଆଜି ମଧ୍ୟ ନିଯୁକ୍ତି ପାଇଁ ଅପେକ୍ଷା କରିଛନ୍ତି । ସରକାରୀ ତଥ୍ୟ ଅନୁସାରେ ଶିଳ୍ପ ପାଇଁ ହଜାର ହଜାର ଏକର ଜମି ଅଧିଗ୍ରହଣ କରାଯାଇଛି । ଜମିହରା ପରିବାରଙ୍କ ପାଇଁ ପୁନର୍ବାସ ପ୍ୟାକେଜ୍ ଘୋଷଣା ହୋଇଥିଲେ ମଧ୍ୟ ତାହା କାର୍ଯ୍ୟକାରୀ ହୋଇପାରିନାହିଁ । ଯୁବକମାନେ ନିଯୁକ୍ତି ନପାଇ ଅନ୍ୟ ରାଜ୍ୟକୁ ଦାଦନ ଖଟିବାକୁ ଯାଉଛନ୍ତି । ଶିଳ୍ପ ସଂସ୍ଥାଗୁଡ଼ିକ ବାହାର ରାଜ୍ୟରୁ ଶ୍ରମିକ ଆଣି କାମ କରାଉଥିବା ଅଭିଯୋଗ ହେଉଛି । ଏହି ପରିସ୍ଥିତିରେ ସ୍ଥାନୀୟ ଲୋକଙ୍କ ମଧ୍ୟରେ ଅସନ୍ତୋଷ ବଢ଼ୁଛି । ଜିଲ୍ଲା ପ୍ରଶାସନ ଓ ଶିଳ୍ପ ବିଭାଗ ମିଳିତ ଭାବେ ଏକ ସ୍ୱଚ୍ଛ ନିଯୁକ୍ତି ନୀତି ପ୍ରଣୟନ କରିବା ଦରକାର । ଅନ୍ୟଥା ଶିଳ୍ପାୟନର ସୁଫଳ ସ୍ଥାନୀୟ ଲୋକଙ୍କ ପାଖରେ ପହଞ୍ଚିପାରିବ ନାହିଁ । [40, 323, 370, 506]
letter-author: ଉପେନ୍ଦ୍ର ପଟ୍ଟନାୟକ, କୁଆଁରା, ଢେଙ୍କାନାଳ [1284, 571, 1460, 583]
ajira-bharat-title: ଆଜିର ଭାରତ [1153, 14, 1301, 47]
article-1-col-1: "ମୁଁ ଆଜି ଆଉ ଖାଇବି ନାହିଁ । ଏହା ଏକ ବିଷ ଭଳି ମନେହୁଏ ।" ଏହି କଥାଟି ଆଜି ଅନେକ ମା'ଙ୍କ ମୁହଁରେ ଶୁଣିବାକୁ ମିଳୁଛି । ଦୁଇ ମିନିଟ୍‌ରେ ପ୍ରସ୍ତୁତ ହେଉଥିବା ଖାଦ୍ୟ ପିଲାମାନଙ୍କ ପାଇଁ ସବୁଠାରୁ ପ୍ରିୟ ଥିଲା । କିନ୍ତୁ ସେଥିରେ ସୀସା ଓ ମୋନୋସୋଡ଼ିୟମ୍ ଗ୍ଲୁଟାମେଟ୍ ମାତ୍ରାଧିକ ଥିବା ଜଣାପଡ଼ିବା ପରେ ଦେଶରେ ହଇଚଇ ସୃଷ୍ଟି ହୋଇଥିଲା । ଅନେକ ରାଜ୍ୟ ଏହାର ବିକ୍ରି ଉପରେ କଟକଣା ଲଗାଇଥିଲେ । ବହୁରାଷ୍ଟ୍ରୀୟ କମ୍ପାନୀଗୁଡ଼ିକ ଆକର୍ଷଣୀୟ ବିଜ୍ଞାପନ ମାଧ୍ୟମରେ ଲୋକଙ୍କ ଖାଦ୍ୟାଭ୍ୟାସକୁ ପ୍ରଭାବିତ କରୁଛନ୍ତି । ଚଳଚ୍ଚିତ୍ର ତାରକା ଓ କ୍ରୀଡ଼ାବିତମାନେ ଏହି ବିଜ୍ଞାପନରେ ଅଭିନୟ କରି ଲୋକଙ୍କୁ ପ୍ରଭାବିତ କରୁଛନ୍ତି । ପିଲାମାନେ ପାରମ୍ପରିକ ପୁଷ୍ଟିକର ଖାଦ୍ୟ ଛାଡ଼ି ଜଙ୍କ୍ ଫୁଡ୍ ପ୍ରତି ଆକୃଷ୍ଟ ହେଉଛନ୍ତି । ଏହାଦ୍ୱାରା ମେଦବହୁଳତା, ମଧୁମେହ ଓ ହୃଦ୍‌ରୋଗ ଭଳି ସମସ୍ୟା ବଢ଼ୁଛି । ଖାଦ୍ୟ ସୁରକ୍ଷା ଓ ମାନକ ପ୍ରାଧିକରଣ ଏହି ଦିଗରେ ଆହୁରି ସଜାଗ ହେବା ଆବଶ୍ୟକ । [380, 156, 745, 308]
answer-cell: 1 [1311, 1875, 1324, 1889]
sudoku-cell[interactable] [1310, 1682, 1340, 1700]
